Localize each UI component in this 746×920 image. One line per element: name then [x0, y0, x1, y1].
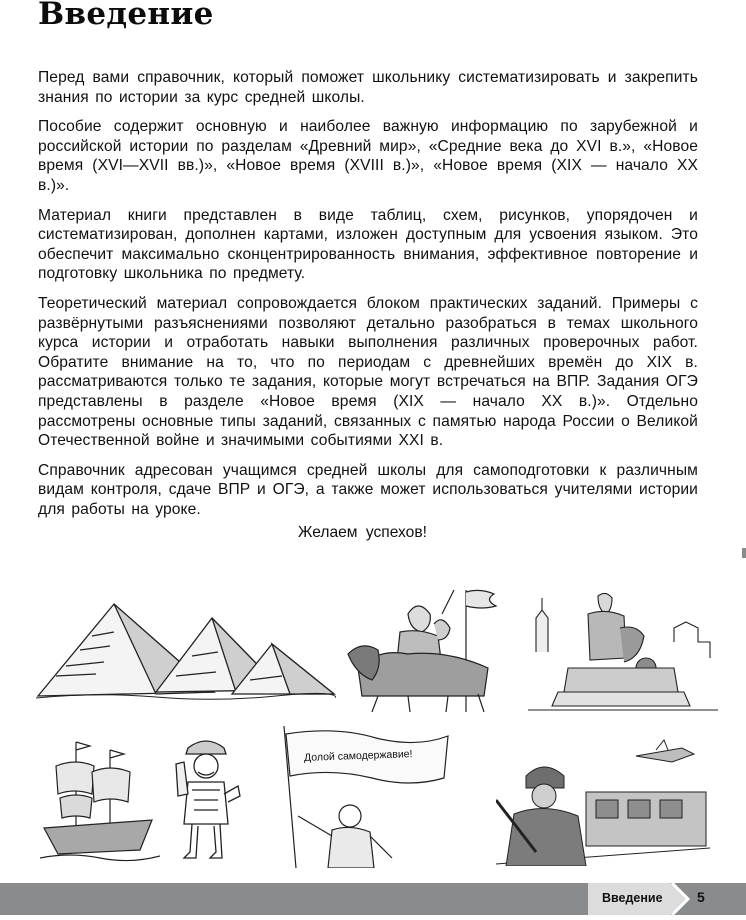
paragraph: Справочник адресован учащимся средней школы для самоподготовки к различным видам контроля, сдаче ВПР и ОГЭ, а также может использоваться учителями истории для работы на уроке.: [38, 461, 698, 518]
page-number: 5: [697, 889, 705, 905]
monument-illustration: [528, 588, 718, 712]
chevron-right-icon: [670, 883, 690, 920]
horsemen-illustration: [338, 584, 506, 712]
paragraph: Теоретический материал сопровождается блоком практических заданий. Примеры с развёрнутыми разъяснениями позволяют детально разобраться в темах школьного курса истории и отработать навыки выполнения различных проверочных работ. Обратите внимание на то, что по периодам с древнейших времён до XIX в. рассматриваются только те задания, которые могут встречаться на ВПР. Задания ОГЭ представлены в разделе «Новое время (XIX — начало XX в.)». Отдельно рассмотрены основные типы заданий, связанных с памятью народа России о Великой Отечественной войне и значимыми событиями XXI в.: [38, 294, 698, 450]
closing-wish: Желаем успехов!: [298, 524, 427, 541]
page-title: Введение: [38, 0, 214, 32]
intro-text: [38, 68, 698, 529]
sailing-ship-illustration: [40, 736, 160, 862]
page-edge-marker: [742, 548, 746, 558]
banner-text: Долой самодержавие!: [303, 748, 413, 764]
pyramids-illustration: [36, 596, 336, 700]
revolutionary-banner-illustration: [276, 720, 456, 868]
paragraph: Перед вами справочник, который поможет школьнику систематизировать и закрепить знания по истории за курс средней школы.: [38, 69, 698, 106]
wwii-soldier-illustration: [496, 736, 710, 866]
footer-section-label: Введение: [602, 891, 663, 905]
paragraph: Пособие содержит основную и наиболее важную информацию по зарубежной и российской истории по разделам «Древний мир», «Средние века до XVI в.», «Новое время (XVI—XVII вв.)», «Новое время (XVIII в.)», «Новое время (XIX — начало XX в.)».: [38, 118, 698, 194]
paragraph: Материал книги представлен в виде таблиц, схем, рисунков, упорядочен и систематизирован, дополнен картами, изложен доступным для усвоения языком. Это обеспечит максимально сконцентрированность внимания, эффективное повторение и подготовку школьника по предмету.: [38, 206, 698, 283]
cartoon-figure-illustration: [166, 734, 246, 864]
